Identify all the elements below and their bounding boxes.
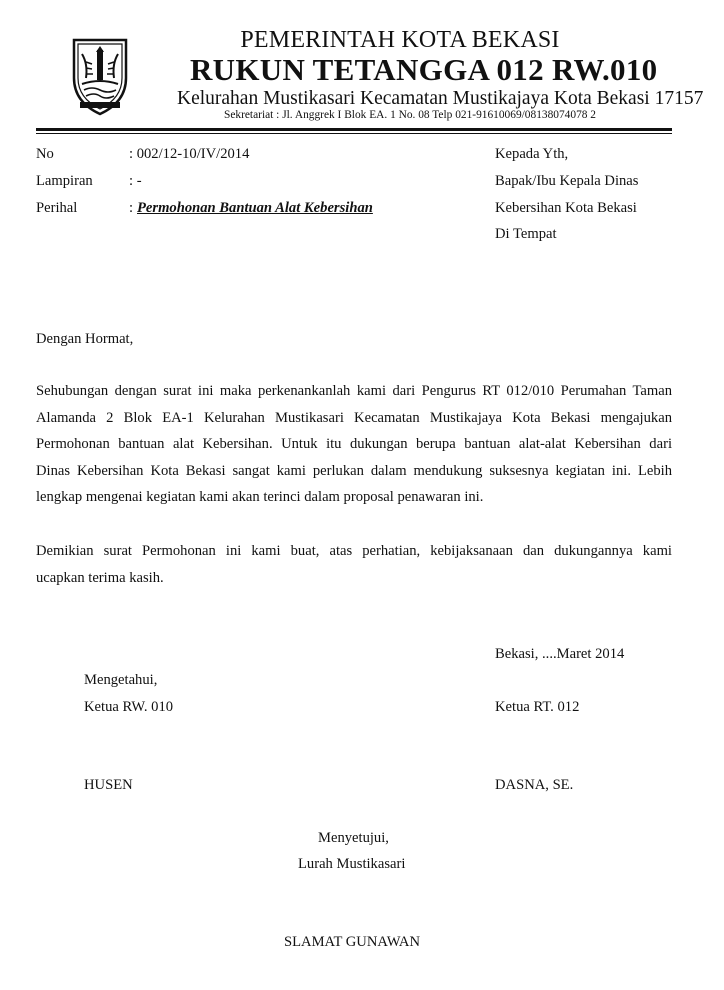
subject-label: Perihal [36,200,78,216]
number-label: No [36,146,54,162]
rt-chair-title: Ketua RT. 012 [495,699,580,715]
paragraph-1-line: Sehubungan dengan surat ini maka perkenankanlah kami dari Pengurus RT 012/010 Perumahan Taman [36,383,672,399]
recipient-line-3: Kebersihan Kota Bekasi [495,200,637,216]
village-head-name: SLAMAT GUNAWAN [284,934,420,950]
attachment-label: Lampiran [36,173,93,189]
place-date: Bekasi, ....Maret 2014 [495,646,625,662]
recipient-line-1: Kepada Yth, [495,146,569,162]
number-value: : 002/12-10/IV/2014 [129,146,250,162]
rw-chair-title: Ketua RW. 010 [84,699,174,715]
letterhead-secretariat: Sekretariat : Jl. Anggrek I Blok EA. 1 No. 08 Telp 021-91610069/08138074078 2 [224,109,596,121]
rw-chair-name: HUSEN [84,777,133,793]
rt-chair-name: DASNA, SE. [495,777,574,793]
letterhead-divider-thick [36,128,672,131]
body-paragraph-1 [36,378,672,511]
paragraph-1-line: Dinas Kebersihan Kota Bekasi sangat kami perlukan dalam mendukung suksesnya kegiatan ini. Lebih [36,462,672,479]
subject-colon: : [129,200,134,216]
letterhead-government: PEMERINTAH KOTA BEKASI [240,27,560,53]
letterhead-divider-thin [36,133,672,134]
attachment-value: : - [129,173,142,189]
body-paragraph-2 [36,538,672,591]
recipient-line-4: Di Tempat [495,226,557,242]
village-head-title: Lurah Mustikasari [298,856,406,872]
recipient-line-2: Bapak/Ibu Kepala Dinas [495,173,639,189]
letterhead-organization: RUKUN TETANGGA 012 RW.010 [190,52,658,87]
paragraph-2-line: Demikian surat Permohonan ini kami buat, atas perhatian, kebijaksanaan dan dukungannya kami [36,543,672,559]
paragraph-1-line: Permohonan bantuan alat Kebersihan. Untuk itu dukungan berupa bantuan alat-alat Kebersihan dari [36,436,672,452]
subject-value: Permohonan Bantuan Alat Kebersihan [137,200,373,216]
acknowledge-heading: Mengetahui, [84,672,158,688]
paragraph-1-line: lengkap mengenai kegiatan kami akan terinci dalam proposal penawaran ini. [36,489,484,505]
letterhead-address-area: Kelurahan Mustikasari Kecamatan Mustikajaya Kota Bekasi 17157 [177,88,704,109]
paragraph-2-line: ucapkan terima kasih. [36,569,164,586]
paragraph-1-line: Alamanda 2 Blok EA-1 Kelurahan Mustikasari Kecamatan Mustikajaya Kota Bekasi mengajukan [36,409,672,426]
greeting: Dengan Hormat, [36,331,134,347]
approval-heading: Menyetujui, [318,830,389,846]
